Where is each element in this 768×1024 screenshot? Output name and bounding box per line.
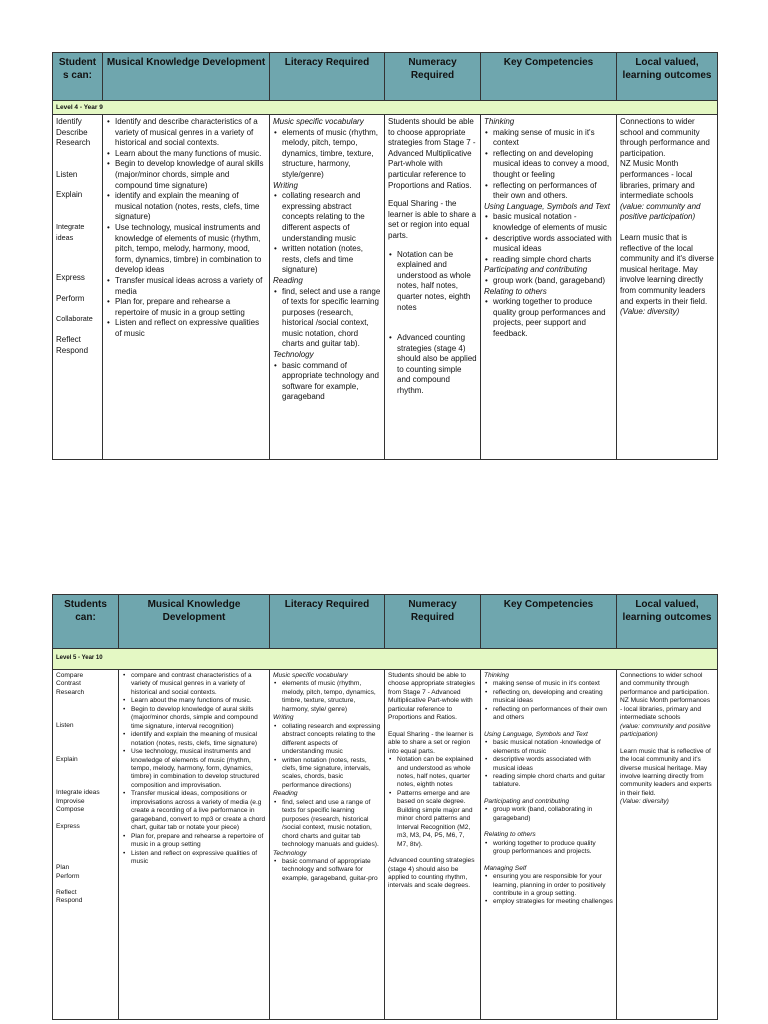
paragraph: Advanced counting strategies (stage 4) should also be applied to counting rhythm, intervals and scale degrees.: [388, 857, 475, 890]
paragraph: Equal Sharing - the learner is able to share a set or region into equal parts.: [388, 199, 477, 240]
list-item: • ensuring you are responsible for your learning, planning in order to positively contribute in a group setting.: [484, 873, 613, 898]
skill: Reflect: [56, 888, 77, 896]
list-item: • elements of music (rhythm, melody, pitch, tempo, dynamics, timbre, texture, structure, harmony, style/genre): [273, 128, 381, 181]
literacy-cell: [270, 670, 385, 1020]
col-header-numeracy: Numeracy Required: [385, 595, 481, 649]
skill: Perform: [56, 872, 80, 880]
numeracy-cell: [385, 115, 481, 460]
list-item: • written notation (notes, rests, clefs, time signature, intervals, scales, chords, basic performance directions): [273, 757, 381, 791]
literacy-cell: [270, 115, 385, 460]
list-item: • identify and explain the meaning of musical notation (notes, rests, clefs, time signature): [122, 731, 266, 748]
list-item: • reflecting on performances of their own and others.: [484, 181, 613, 202]
list-item: • identify and explain the meaning of musical notation (notes, rests, clefs, time signature): [106, 191, 266, 223]
header-row: [53, 595, 718, 649]
knowledge-cell: [103, 115, 270, 460]
skill: Contrast: [56, 680, 81, 688]
local-outcomes-cell: [617, 115, 718, 460]
skills-cell: [53, 115, 103, 460]
list-item: • group work (band, garageband): [484, 276, 613, 287]
list-item: • Notation can be explained and understood as whole notes, half notes, quarter notes, eighth notes: [388, 756, 477, 790]
section-heading: Technology: [273, 849, 307, 857]
col-header-competencies: Key Competencies: [481, 53, 617, 101]
list-item: • Transfer musical ideas across a variety of media: [106, 276, 266, 297]
list-item: • Begin to develop knowledge of aural skills (major/minor chords, simple and compound time signature, interval recognition): [122, 706, 266, 731]
list-item: • Notation can be explained and understood as whole notes, half notes, quarter notes, eighth notes: [388, 250, 477, 314]
list-item: • reflecting on, developing and creating musical ideas: [484, 689, 613, 706]
col-header-knowledge: Musical Knowledge Development: [119, 595, 270, 649]
paragraph: NZ Music Month performances - local libraries, primary and intermediate schools: [620, 697, 711, 722]
list-item: • Plan for, prepare and rehearse a repertoire of music in a group setting: [106, 297, 266, 318]
content-row: [53, 670, 718, 1020]
local-outcomes-cell: [617, 670, 718, 1020]
numeracy-cell: [385, 670, 481, 1020]
skills-cell: [53, 670, 119, 1020]
list-item: • making sense of music in it's context: [484, 680, 613, 688]
list-item: • Advanced counting strategies (stage 4) should also be applied to counting simple and compound rhythm.: [388, 333, 477, 397]
skill: Reflect: [56, 334, 81, 344]
list-item: • basic musical notation -knowledge of elements of music: [484, 739, 613, 756]
list-item: • employ strategies for meeting challenges: [484, 898, 613, 906]
list-item: • basic command of appropriate technology and software for example, garageband, guitar-pro: [273, 858, 381, 883]
paragraph: Learn music that is reflective of the local community and it's diverse musical heritage. May involve learning directly from community leaders and experts in their field.: [620, 747, 712, 797]
competencies-cell: [481, 670, 617, 1020]
skill: Explain: [56, 190, 83, 200]
skill: Listen: [56, 722, 74, 730]
value-note: (Value: diversity): [620, 798, 669, 806]
list-item: • descriptive words associated with musical ideas: [484, 756, 613, 773]
section-heading: Using Language, Symbols and Text: [484, 201, 611, 211]
list-item: • Learn about the many functions of music.: [122, 697, 266, 705]
col-header-competencies: Key Competencies: [481, 595, 617, 649]
col-header-students: Student s can:: [53, 53, 103, 101]
skill: Respond: [56, 897, 83, 905]
skill: Integrate ideas: [56, 789, 100, 797]
list-item: • compare and contrast characteristics of a variety of musical genres in a variety of historical and social contexts.: [122, 672, 266, 697]
section-heading: Music specific vocabulary: [273, 672, 348, 679]
skill: Research: [56, 138, 91, 148]
list-item: • Listen and reflect on expressive qualities of music: [122, 850, 266, 867]
list-item: • Transfer musical ideas, compositions or improvisations across a variety of media (e.g create a recording of a live performance in garageband, convert to mp3 or create a chord chart, guitar tab or notate your piece): [122, 790, 266, 832]
col-header-numeracy: Numeracy Required: [385, 53, 481, 101]
skill: Compare: [56, 672, 84, 679]
skill: Compose: [56, 806, 85, 814]
list-item: • written notation (notes, rests, clefs and time signature): [273, 244, 381, 276]
list-item: • working together to produce quality group performances and projects.: [484, 840, 613, 857]
list-item: • Use technology, musical instruments and knowledge of elements of music (rhythm, tempo, melody, harmony, form, dynamics, timbre) in combination to develop structured composition and improvisation.: [122, 748, 266, 790]
level-label: Level 5 - Year 10: [53, 649, 718, 670]
list-item: • collating research and expressing abstract concepts relating to the different aspects of understanding music: [273, 723, 381, 757]
col-header-local: Local valued, learning outcomes: [617, 53, 718, 101]
paragraph: NZ Music Month performances - local libraries, primary and intermediate schools: [620, 159, 695, 201]
list-item: • basic command of appropriate technology and software for example, garageband: [273, 361, 381, 403]
skill: Perform: [56, 293, 85, 303]
skill: Integrate ideas: [56, 221, 85, 242]
section-heading: Writing: [273, 180, 298, 190]
skill: Research: [56, 688, 85, 696]
paragraph: Connections to wider school and community through performance and participation.: [620, 672, 710, 696]
list-item: • find, select and use a range of texts for specific learning purposes (research, historical /social context, music notation, chord charts and guitar tab).: [273, 287, 381, 351]
knowledge-cell: [119, 670, 270, 1020]
skill: Express: [56, 822, 80, 830]
skill: Express: [56, 273, 85, 283]
section-heading: Technology: [273, 350, 314, 360]
skill: Respond: [56, 345, 89, 355]
section-heading: Music specific vocabulary: [273, 117, 364, 126]
skill: Identify: [56, 117, 82, 126]
section-heading: Thinking: [484, 117, 515, 126]
skill: Describe: [56, 127, 88, 137]
list-item: • Patterns emerge and are based on scale degree. Building simple major and minor chord patterns and Interval Recognition (M2, m3, M3, P4, P5, M6, 7, M7, 8tv).: [388, 790, 477, 849]
level-row: [53, 101, 718, 115]
paragraph: Students should be able to choose appropriate strategies from Stage 7 - Advanced Multiplicative Part-whole with particular reference to Proportions and Ratios.: [388, 672, 475, 722]
skill: Explain: [56, 755, 78, 763]
section-heading: Participating and contributing: [484, 797, 570, 805]
paragraph: Connections to wider school and community through performance and participation.: [620, 117, 710, 158]
list-item: • Learn about the many functions of music.: [106, 149, 266, 160]
competencies-cell: [481, 115, 617, 460]
skill: Improvise: [56, 797, 85, 805]
list-item: • find, select and use a range of texts for specific learning purposes (research, historical /social context, music notation, chord charts and guitar tab technology manuals and guides).: [273, 799, 381, 850]
curriculum-table-level-4: [52, 52, 718, 460]
paragraph: Learn music that is reflective of the local community and it's diverse musical heritage. May involve learning directly from community leaders and experts in their field.: [620, 232, 715, 306]
section-heading: Managing Self: [484, 864, 527, 872]
col-header-literacy: Literacy Required: [270, 53, 385, 101]
list-item: • reading simple chord charts and guitar tablature.: [484, 773, 613, 790]
list-item: • reflecting on and developing musical ideas to convey a mood, thought or feeling: [484, 149, 613, 181]
list-item: • Begin to develop knowledge of aural skills (major/minor chords, simple and compound time signature): [106, 159, 266, 191]
section-heading: Writing: [273, 714, 294, 722]
header-row: [53, 53, 718, 101]
col-header-local: Local valued, learning outcomes: [617, 595, 718, 649]
list-item: • collating research and expressing abstract concepts relating to the different aspects of understanding music: [273, 191, 381, 244]
skill: Collaborate: [56, 314, 93, 324]
level-label: Level 4 - Year 9: [53, 101, 718, 115]
section-heading: Relating to others: [484, 286, 547, 296]
section-heading: Reading: [273, 275, 303, 285]
list-item: • Listen and reflect on expressive qualities of music: [106, 318, 266, 339]
value-note: (Value: diversity): [620, 307, 680, 317]
section-heading: Thinking: [484, 672, 509, 679]
value-note: (value: community and positive participation): [620, 722, 711, 739]
list-item: • making sense of music in it's context: [484, 128, 613, 149]
level-row: [53, 649, 718, 670]
list-item: • working together to produce quality group performances and projects, peer support and feedback.: [484, 297, 613, 339]
section-heading: Using Language, Symbols and Text: [484, 730, 588, 738]
list-item: • Use technology, musical instruments and knowledge of elements of music (rhythm, pitch, tempo, melody, harmony, mood, form, dynamics, timbre) in combination to develop ideas: [106, 223, 266, 276]
list-item: • Plan for, prepare and rehearse a repertoire of music in a group setting: [122, 833, 266, 850]
value-note: (value: community and positive participation): [620, 201, 701, 222]
section-heading: Reading: [273, 790, 298, 798]
curriculum-table-level-5: [52, 594, 718, 1020]
skill: Plan: [56, 864, 70, 872]
list-item: • reflecting on performances of their own and others: [484, 706, 613, 723]
section-heading: Participating and contributing: [484, 265, 588, 275]
section-heading: Relating to others: [484, 831, 536, 839]
content-row: [53, 115, 718, 460]
paragraph: Equal Sharing - the learner is able to share a set or region into equal parts.: [388, 730, 474, 755]
list-item: • elements of music (rhythm, melody, pitch, tempo, dynamics, timbre, texture, structure, harmony, style/ genre): [273, 680, 381, 714]
col-header-literacy: Literacy Required: [270, 595, 385, 649]
paragraph: Students should be able to choose appropriate strategies from Stage 7 - Advanced Multiplicative Part-whole with particular reference to Proportions and Ratios.: [388, 117, 476, 190]
col-header-knowledge: Musical Knowledge Development: [103, 53, 270, 101]
list-item: • Identify and describe characteristics of a variety of musical genres in a variety of historical and social contexts.: [106, 117, 266, 149]
list-item: • group work (band, collaborating in garageband): [484, 806, 613, 823]
col-header-students: Students can:: [53, 595, 119, 649]
list-item: • reading simple chord charts: [484, 255, 613, 266]
list-item: • basic musical notation - knowledge of elements of music: [484, 212, 613, 233]
list-item: • descriptive words associated with musical ideas: [484, 234, 613, 255]
skill: Listen: [56, 169, 78, 179]
